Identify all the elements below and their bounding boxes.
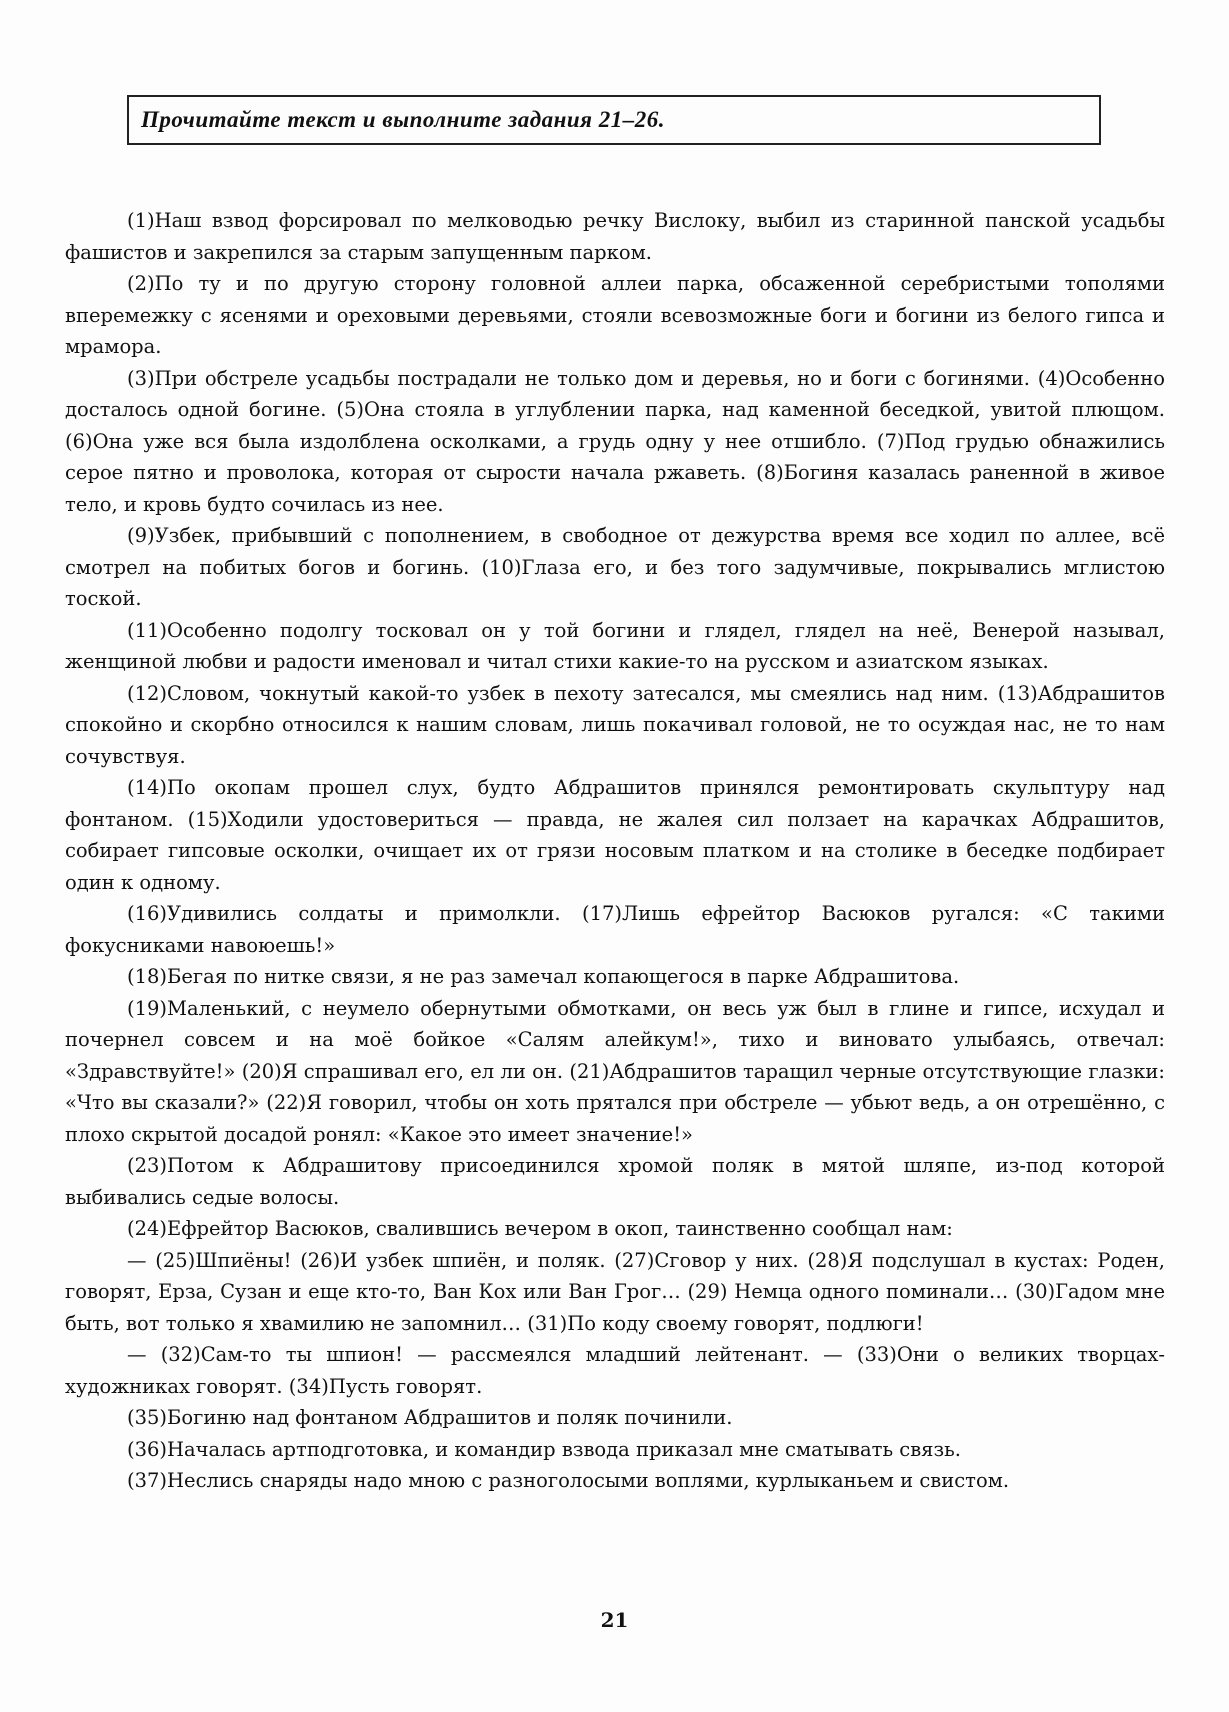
paragraph: (19)Маленький, с неумело обернутыми обмотками, он весь уж был в глине и гипсе, исхудал и почернел совсем и на моё бойкое «Салям алейкум!», тихо и виновато улыбаясь, отвечал: «Здравствуйте!» (20)Я спрашивал его, ел ли он. (21)Абдрашитов таращил черные отсутствующие глазки: «Что вы сказали?» (22)Я говорил, чтобы он хоть прятался при обстреле — убьют ведь, а он отрешённо, с плохо скрытой досадой ронял: «Какое это имеет значение!» xyxy=(65,996,1165,1146)
page-number: 21 xyxy=(600,1608,629,1632)
paragraph: (2)По ту и по другую сторону головной аллеи парка, обсаженной серебристыми тополями вперемежку с ясенями и ореховыми деревьями, стояли всевозможные боги и богини из белого гипса и мрамора. xyxy=(65,272,1165,358)
paragraph: (14)По окопам прошел слух, будто Абдрашитов принялся ремонтировать скульптуру над фонтаном. (15)Ходили удостовериться — правда, не жалея сил ползает на карачках Абдрашитов, собирает гипсовые осколки, очищает их от грязи носовым платком и на столике в беседке подбирает один к одному. xyxy=(65,776,1165,894)
paragraph: (36)Началась артподготовка, и командир взвода приказал мне сматывать связь. xyxy=(127,1437,961,1461)
paragraph: (23)Потом к Абдрашитову присоединился хромой поляк в мятой шляпе, из-под которой выбивались седые волосы. xyxy=(65,1154,1165,1209)
paragraph: — (32)Сам-то ты шпион! — рассмеялся младший лейтенант. — (33)Они о великих творцах-художниках говорят. (34)Пусть говорят. xyxy=(65,1343,1165,1398)
paragraph: (9)Узбек, прибывший с пополнением, в свободное от дежурства время все ходил по аллее, всё смотрел на побитых богов и богинь. (10)Глаза его, и без того задумчивые, покрывались мглистою тоской. xyxy=(65,524,1165,610)
task-instruction-box xyxy=(127,95,1101,145)
paragraph: (12)Словом, чокнутый какой-то узбек в пехоту затесался, мы смеялись над ним. (13)Абдрашитов спокойно и скорбно относился к нашим словам, лишь покачивал головой, не то осуждая нас, не то нам сочувствуя. xyxy=(65,681,1165,768)
paragraph: (16)Удивились солдаты и примолкли. (17)Лишь ефрейтор Васюков ругался: «С такими фокусниками навоюешь!» xyxy=(65,902,1165,957)
paragraph: (1)Наш взвод форсировал по мелководью речку Вислоку, выбил из старинной панской усадьбы фашистов и закрепился за старым запущенным парком. xyxy=(65,209,1165,264)
paragraph: (24)Ефрейтор Васюков, свалившись вечером в окоп, таинственно сообщал нам: xyxy=(127,1217,953,1240)
paragraph: — (25)Шпиёны! (26)И узбек шпиён, и поляк. (27)Сговор у них. (28)Я подслушал в кустах: Роден, говорят, Ерза, Сузан и еще кто-то, Ван Кох или Ван Грог… (29) Немца одного поминали… (30)Гадом мне быть, вот только я хвамилию не запомнил… (31)По коду своему говорят, подлюги! xyxy=(65,1248,1165,1335)
task-instruction-title: Прочитайте текст и выполните задания 21–26. xyxy=(141,107,666,132)
paragraph: (18)Бегая по нитке связи, я не раз замечал копающегося в парке Абдрашитова. xyxy=(127,965,960,988)
story-text xyxy=(65,205,1165,1497)
paragraph: (11)Особенно подолгу тосковал он у той богини и глядел, глядел на неё, Венерой называл, женщиной любви и радости именовал и читал стихи какие-то на русском и азиатском языках. xyxy=(65,618,1165,673)
paragraph: (3)При обстреле усадьбы пострадали не только дом и деревья, но и боги с богинями. (4)Особенно досталось одной богине. (5)Она стояла в углублении парка, над каменной беседкой, увитой плющом. (6)Она уже вся была издолблена осколками, а грудь одну у нее отшибло. (7)Под грудью обнажились серое пятно и проволока, которая от сырости начала ржаветь. (8)Богиня казалась раненной в живое тело, и кровь будто сочилась из нее. xyxy=(65,366,1165,516)
paragraph: (37)Неслись снаряды надо мною с разноголосыми воплями, курлыканьем и свистом. xyxy=(127,1469,1010,1492)
paragraph: (35)Богиню над фонтаном Абдрашитов и поляк починили. xyxy=(127,1406,733,1429)
